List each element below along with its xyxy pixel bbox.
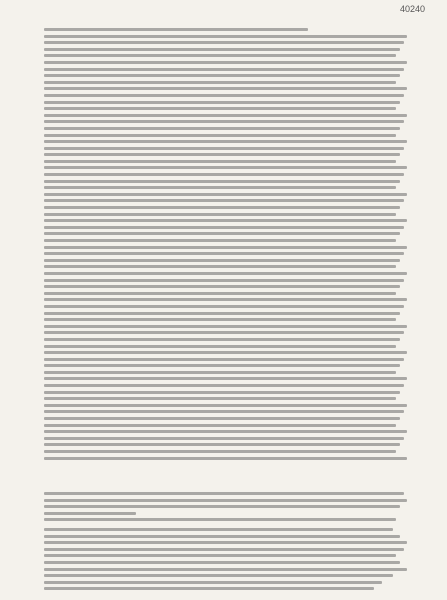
text-line [44, 518, 396, 521]
text-line [44, 35, 407, 38]
text-line [44, 535, 400, 538]
text-line [44, 345, 396, 348]
text-line [44, 285, 400, 288]
text-line [44, 54, 396, 57]
text-line [44, 364, 400, 367]
text-line [44, 252, 404, 255]
text-line [44, 574, 393, 577]
paragraph-1 [44, 28, 411, 463]
text-line [44, 377, 407, 380]
text-line [44, 512, 136, 515]
text-line [44, 505, 400, 508]
text-line [44, 528, 393, 531]
text-line [44, 199, 404, 202]
text-line [44, 87, 407, 90]
text-line [44, 384, 404, 387]
text-line [44, 134, 396, 137]
text-line [44, 541, 407, 544]
paragraph-2 [44, 492, 411, 525]
text-line [44, 61, 407, 64]
paragraph-3 [44, 528, 411, 594]
text-line [44, 338, 400, 341]
text-line [44, 371, 396, 374]
text-line [44, 397, 396, 400]
text-line [44, 173, 404, 176]
text-line [44, 219, 407, 222]
text-line [44, 417, 400, 420]
text-line [44, 548, 404, 551]
text-line [44, 450, 396, 453]
text-line [44, 265, 396, 268]
text-line [44, 160, 396, 163]
text-line [44, 561, 400, 564]
text-line [44, 298, 407, 301]
text-line [44, 94, 404, 97]
text-line [44, 581, 382, 584]
text-line [44, 279, 404, 282]
text-line [44, 180, 400, 183]
text-line [44, 193, 407, 196]
text-line [44, 48, 400, 51]
text-line [44, 391, 400, 394]
text-line [44, 272, 407, 275]
text-line [44, 457, 407, 460]
text-line [44, 430, 407, 433]
text-line [44, 437, 404, 440]
text-line [44, 74, 400, 77]
text-line [44, 404, 407, 407]
text-line [44, 587, 374, 590]
text-line [44, 153, 400, 156]
text-line [44, 140, 407, 143]
text-line [44, 410, 404, 413]
text-line [44, 424, 396, 427]
text-line [44, 114, 407, 117]
text-line [44, 101, 400, 104]
text-line [44, 318, 396, 321]
text-line [44, 292, 396, 295]
text-line [44, 443, 400, 446]
text-line [44, 107, 396, 110]
text-line [44, 358, 404, 361]
text-line [44, 239, 396, 242]
text-line [44, 305, 404, 308]
text-line [44, 186, 396, 189]
text-line [44, 166, 407, 169]
text-line [44, 206, 400, 209]
text-line [44, 68, 404, 71]
text-line [44, 147, 404, 150]
text-line [44, 568, 407, 571]
text-line [44, 81, 396, 84]
text-line [44, 351, 407, 354]
text-line [44, 28, 308, 31]
text-line [44, 120, 404, 123]
text-line [44, 259, 400, 262]
text-line [44, 246, 407, 249]
text-line [44, 492, 404, 495]
text-line [44, 554, 396, 557]
text-line [44, 41, 404, 44]
text-line [44, 499, 407, 502]
text-line [44, 325, 407, 328]
archive-stamp: 40240 [399, 4, 425, 14]
text-line [44, 232, 400, 235]
text-line [44, 127, 400, 130]
text-line [44, 312, 400, 315]
text-line [44, 331, 404, 334]
text-line [44, 213, 396, 216]
text-line [44, 226, 404, 229]
